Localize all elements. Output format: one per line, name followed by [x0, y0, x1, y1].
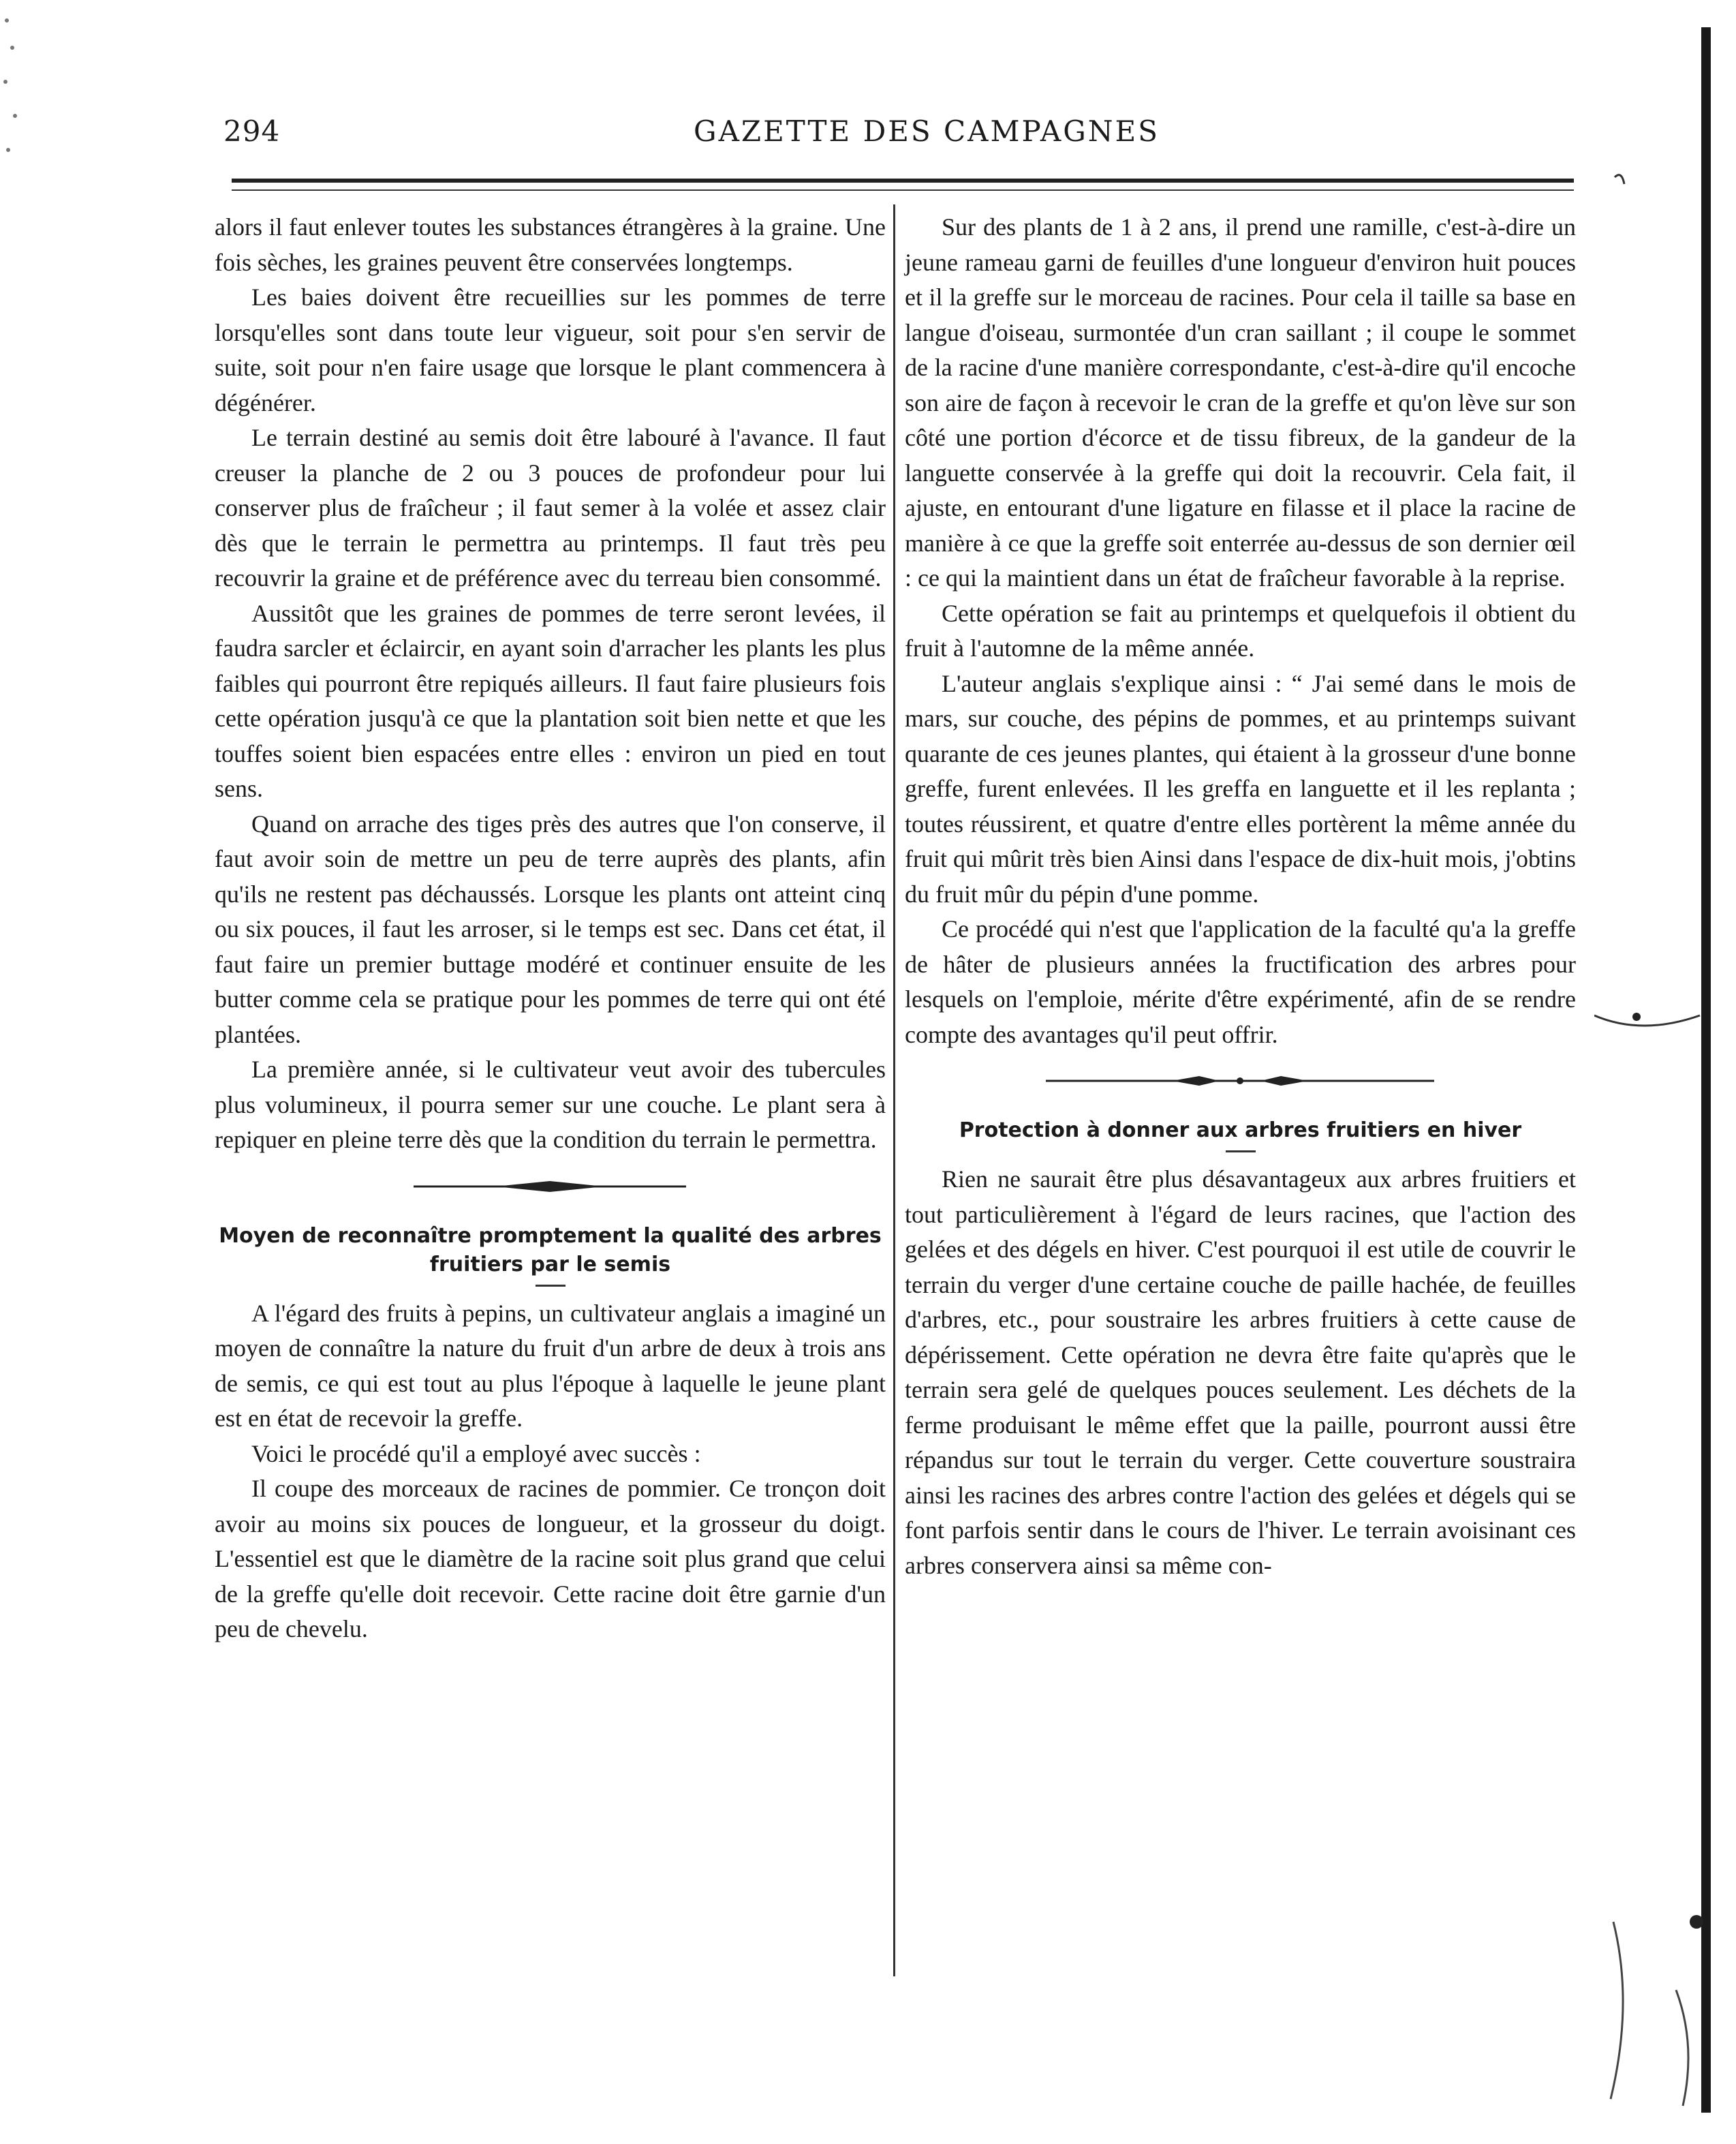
left-section-paragraph-3: Il coupe des morceaux de racines de pommier. Ce tronçon doit avoir au moins six pouces de longueur, et la grosseur du doigt. L'essentiel est que le diamètre de la racine soit plus grand que celui de la greffe qu'elle doit recevoir. Cette racine doit être garnie d'un peu de chevelu.: [215, 1475, 886, 1642]
left-paragraph-4: Aussitôt que les graines de pommes de terre seront levées, il faudra sarcler et éclaircir, en ayant soin d'arracher les plants les plus faibles qui pourront être repiqués ailleurs. Il faut faire plusieurs fois cette opération jusqu'à ce que la plantation soit bien nette et que les touffes soient bien espacées entre elles : environ un pied en tout sens.: [215, 599, 886, 802]
journal-title: GAZETTE DES CAMPAGNES: [694, 114, 1160, 148]
heading-dash: [536, 1285, 565, 1287]
scan-specks: [0, 0, 41, 177]
left-section-paragraph-2: Voici le procédé qu'il a employé avec succès :: [251, 1439, 701, 1467]
right-paragraph-1: Sur des plants de 1 à 2 ans, il prend une ramille, c'est-à-dire un jeune rameau garni de feuilles d'une longueur d'environ huit pouces et il la greffe sur le morceau de racines. Pour cela il taille sa base en langue d'oiseau, surmontée d'un cran saillant ; il coupe le sommet de la racine d'une manière correspondante, c'est-à-dire qu'il encoche son aire de façon à recevoir le cran de la greffe et qu'on lève sur son côté une portion d'écorce et de tissu fibreux, de la gandeur de la languette conservée à la greffe qui doit la recouvrir. Cela fait, il ajuste, en entourant d'une ligature en filasse et il place la racine de manière à ce que la greffe soit enterrée au-dessus de son dernier œil : ce qui la maintient dans un état de fraîcheur favorable à la reprise.: [905, 213, 1576, 592]
left-paragraph-5: Quand on arrache des tiges près des autres que l'on conserve, il faut avoir soin de mettre un peu de terre auprès des plants, afin qu'ils ne restent pas déchaussés. Lorsque les plants ont atteint cinq ou six pouces, il faut les arroser, si le temps est sec. Dans cet état, il faut faire un premier buttage modéré et continuer ensuite de les butter comme cela se pratique pour les pommes de terre qui ont été plantées.: [215, 810, 886, 1048]
left-column: [215, 210, 886, 1647]
left-paragraph-3: Le terrain destiné au semis doit être labouré à l'avance. Il faut creuser la planche de 2 ou 3 pouces de profondeur pour lui conserver plus de fraîcheur ; il faut semer à la volée et assez clair dès que le terrain le permettra au printemps. Il faut très peu recouvrir la graine et de préférence avec du terreau bien consommé.: [215, 424, 886, 592]
section-divider-ornament: [215, 1178, 886, 1195]
section-heading-semis: Moyen de reconnaître promptement la qualité des arbres fruitiers par le semis: [219, 1223, 882, 1276]
left-section-paragraph-1: A l'égard des fruits à pepins, un cultivateur anglais a imaginé un moyen de connaître la nature du fruit d'un arbre de deux à trois ans de semis, ce qui est tout au plus l'époque à laquelle le jeune plant est en état de recevoir la greffe.: [215, 1299, 886, 1432]
header-rule-thin: [232, 189, 1574, 191]
left-paragraph-2: Les baies doivent être recueillies sur les pommes de terre lorsqu'elles sont dans toute leur vigueur, soit pour s'en servir de suite, soit pour n'en faire usage que lorsque le plant commencera à dégénérer.: [215, 284, 886, 416]
section-divider-ornament: [905, 1073, 1576, 1089]
left-paragraph-1: alors il faut enlever toutes les substances étrangères à la graine. Une fois sèches, les graines peuvent être conservées longtemps.: [215, 213, 886, 276]
header-rule-thick: [232, 179, 1574, 183]
column-divider: [893, 204, 895, 1976]
right-paragraph-2: Cette opération se fait au printemps et quelquefois il obtient du fruit à l'automne de la même année.: [905, 599, 1576, 662]
right-column: [905, 210, 1576, 1583]
right-paragraph-3: L'auteur anglais s'explique ainsi : “ J'ai semé dans le mois de mars, sur couche, des pépins de pommes, et au printemps suivant quarante de ces jeunes plantes, qui étaient à la grosseur d'une bonne greffe, furent enlevées. Il les greffa en languette et il les replanta ; toutes réussirent, et quatre d'entre elles portèrent la même année du fruit qui mûrit très bien Ainsi dans l'espace de dix-huit mois, j'obtins du fruit mûr du pépin d'une pomme.: [905, 669, 1576, 908]
margin-marks: [1594, 136, 1731, 2113]
left-paragraph-6: La première année, si le cultivateur veut avoir des tubercules plus volumineux, il pourra semer sur une couche. Le plant sera à repiquer en pleine terre dès que la condition du terrain le permettra.: [215, 1056, 886, 1153]
page-number: 294: [223, 114, 281, 148]
section-heading-protection: Protection à donner aux arbres fruitiers en hiver: [959, 1118, 1522, 1142]
right-paragraph-4: Ce procédé qui n'est que l'application de la faculté qu'a la greffe de hâter de plusieurs années la fructification des arbres pour lesquels on l'emploie, mérite d'être expérimenté, afin de se rendre compte des avantages qu'il peut offrir.: [905, 915, 1576, 1048]
heading-dash: [1226, 1150, 1256, 1152]
right-section-paragraph-1: Rien ne saurait être plus désavantageux aux arbres fruitiers et tout particulièrement à l'égard de leurs racines, que l'action des gelées et des dégels en hiver. C'est pourquoi il est utile de couvrir le terrain du verger d'une certaine couche de paille hachée, de feuilles d'arbres, etc., pour soustraire les arbres fruitiers à cette cause de dépérissement. Cette opération ne devra être faite qu'après que le terrain sera gelé de quelques pouces seulement. Les déchets de la ferme produisant le même effet que la paille, pourront aussi être répandus sur tout le terrain du verger. Cette couverture soustraira ainsi les racines des arbres contre l'action des gelées et dégels qui se font parfois sentir dans le cours de l'hiver. Le terrain avoisinant ces arbres conservera ainsi sa même con-: [905, 1165, 1576, 1579]
